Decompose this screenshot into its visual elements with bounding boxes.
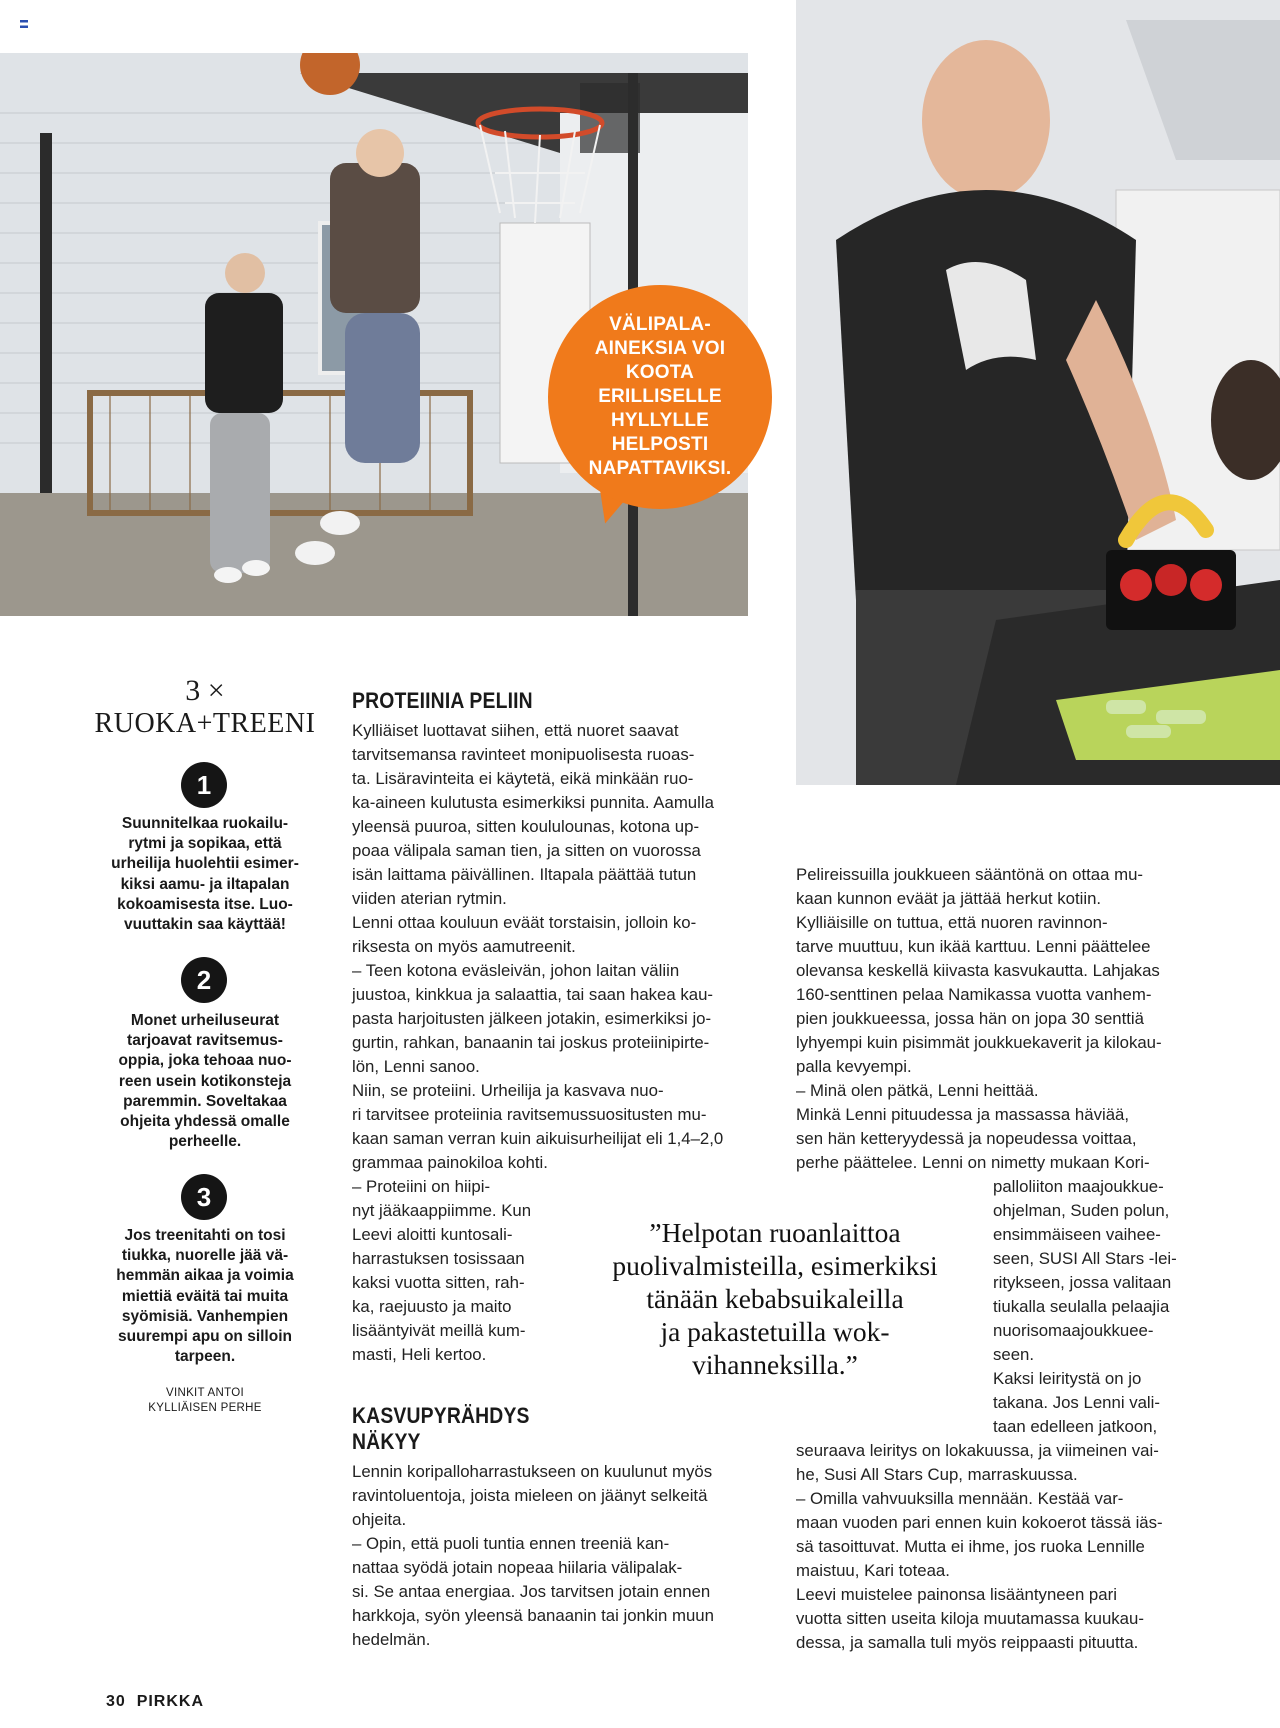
corner-mark — [20, 20, 28, 28]
tip-text-3: Jos treenitahti on tosi tiukka, nuorelle jää vä- hemmän aikaa ja voimia miettiä eväitä tai muita syömisiä. Vanhempien suurempi apu on silloin tarpeen. — [116, 1227, 294, 1366]
speech-bubble — [548, 285, 772, 509]
tip-text-2: Monet urheiluseurat tarjoavat ravitsemus- oppia, joka tehoaa nuo- reen usein kotikonsteja paremmin. Soveltakaa ohjeita yhdessä omalle perheelle. — [118, 1012, 292, 1151]
tip-text-1: Suunnitelkaa ruokailu- rytmi ja sopikaa, että urheilija huolehtii esimer- kiksi aamu- ja iltapalan kokoamisesta itse. Luo- vuuttakin saa käyttää! — [111, 815, 299, 934]
tips-count: 3 × — [185, 674, 225, 707]
magazine-name: PIRKKA — [136, 1693, 205, 1710]
tip-number-3: 3 — [181, 1174, 227, 1220]
article-col2-bottom: seuraava leiritys on lokakuussa, ja viimeinen vai- he, Susi All Stars Cup, marraskuussa. – Omilla vahvuuksilla mennään. Kestää var- maan vuoden pari ennen kuin kokoerot tässä iäs- sä tasoittuvat. Mutta ei ihme, jos ruoka Lennille maistuu, Kari toteaa. Leevi muistelee painonsa lisääntyneen pari vuotta sitten useita kiloja muutamassa kuukau- dessa, ja samalla tuli myös reippaasti pituutta. — [796, 1441, 1163, 1652]
heading-growth: KASVUPYRÄHDYS NÄKYY — [352, 1403, 530, 1454]
kitchen-illustration — [796, 0, 1280, 785]
article-col1-bottom: Lennin koripalloharrastukseen on kuulunut myös ravintoluentoja, joista mieleen on jäänyt selkeitä ohjeita. – Opin, että puoli tuntia ennen treeniä kan- nattaa syödä jotain nopeaa hiilaria välipalak- si. Se antaa energiaa. Jos tarvitsen jotain ennen harkkoja, syön yleensä banaanin tai jonkin muun hedelmän. — [352, 1462, 714, 1649]
bubble-text: VÄLIPALA- AINEKSIA VOI KOOTA ERILLISELLE HYLLYLLE HELPOSTI NAPATTAVIKSI. — [588, 314, 732, 479]
heading-protein: PROTEIINIA PELIIN — [352, 688, 533, 713]
article-col1-middle: – Proteiini on hiipi- nyt jääkaappiimme. Kun Leevi aloitti kuntosali- harrastuksen tosissaan kaksi vuotta sitten, rah- ka, raejuusto ja maito lisääntyivät meillä kum- masti, Heli kertoo. — [352, 1177, 532, 1364]
article-col2-middle: palloliiton maajoukkue- ohjelman, Suden polun, ensimmäiseen vaihee- seen, SUSI All Stars -lei- ritykseen, jossa valitaan tiukalla seulalla pelaajia nuorisomaajoukkuee- seen. Kaksi leiritystä on jo takana. Jos Lenni vali- taan edelleen jatkoon, — [993, 1177, 1177, 1436]
article-col1-top: Kylliäiset luottavat siihen, että nuoret saavat tarvitsemansa ravinteet monipuolisesta ruoas- ta. Lisäravinteita ei käytetä, eikä minkään ruo- ka-aineen kulutusta esimerkiksi punnita. Aamulla yleensä puuroa, sitten koululounas, kotona up- poaa välipala saman tien, ja sitten on vuorossa isän laittama päivällinen. Iltapala päättää tutun viiden aterian rytmin. Lenni ottaa kouluun eväät torstaisin, jolloin ko- riksesta on myös aamutreenit. – Teen kotona eväsleivän, johon laitan väliin juustoa, kinkkua ja salaattia, tai saan hakea kau- pasta harjoitusten jälkeen jotakin, esimerkiksi jo- gurtin, rahkan, banaanin tai joskus proteiinipirte- lön, Lenni sanoo. Niin, se proteiini. Urheilija ja kasvava nuo- ri tarvitsee proteiinia ravitsemussuositusten mu- kaan saman verran kuin aikuisurheilijat eli 1,4–2,0 grammaa painokiloa kohti. — [352, 721, 724, 1172]
tips-credit: VINKIT ANTOI KYLLIÄISEN PERHE — [148, 1387, 262, 1414]
tips-title: RUOKA+TREENI — [94, 708, 316, 739]
page-footer — [106, 1693, 204, 1711]
page-number: 30 — [106, 1693, 126, 1710]
tip-number-1: 1 — [181, 762, 227, 808]
pull-quote: ”Helpotan ruoanlaittoa puolivalmisteilla, esimerkiksi tänään kebabsuikaleilla ja pakastetuilla wok- vihanneksilla.” — [612, 1217, 938, 1380]
article-col2-top: Pelireissuilla joukkueen sääntönä on ottaa mu- kaan kunnon eväät ja jättää herkut kotiin. Kylliäisille on tuttua, että nuoren ravinnon- tarve muuttuu, kun ikää karttuu. Lenni päättelee olevansa keskellä kiivasta kasvukautta. Lahjakas 160-senttinen pelaa Namikassa vuotta vanhem- pien joukkueessa, jossa hän on jopa 30 senttiä lyhyempi kuin pisimmät joukkuekaverit ja kilokau- palla kevyempi. – Minä olen pätkä, Lenni heittää. Minkä Lenni pituudessa ja massassa häviää, sen hän ketteryydessä ja nopeudessa voittaa, perhe päättelee. Lenni on nimetty mukaan Kori- — [796, 865, 1162, 1172]
tip-number-2: 2 — [181, 957, 227, 1003]
photo-kitchen — [796, 0, 1280, 785]
